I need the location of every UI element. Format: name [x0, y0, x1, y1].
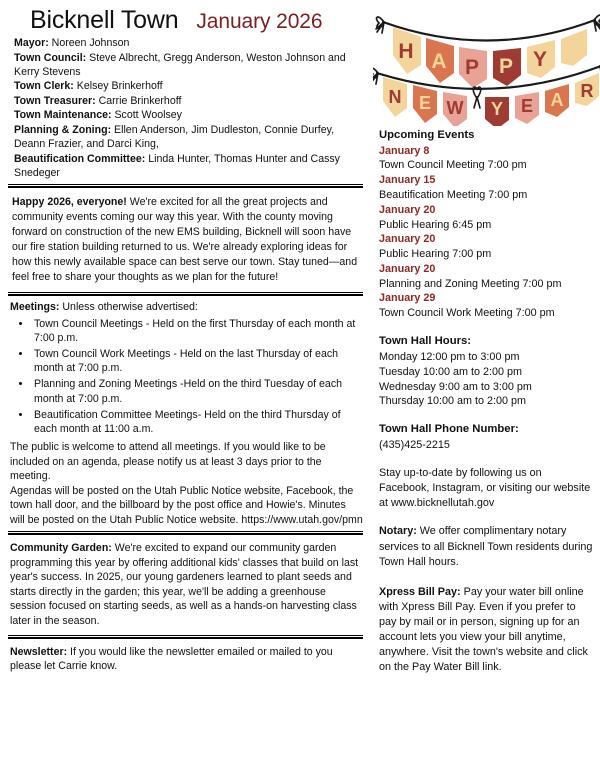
upcoming-events-list	[379, 144, 594, 321]
official-row	[14, 108, 363, 122]
svg-text:N: N	[388, 87, 402, 107]
official-value: Scott Woolsey	[111, 109, 182, 122]
event-date: January 15	[379, 174, 436, 187]
newsletter-body: If you would like the newsletter emailed or mailed to you please let Carrie know.	[10, 645, 333, 673]
official-row	[14, 51, 363, 79]
event-item	[379, 232, 594, 262]
official-value: Steve Albrecht, Gregg Anderson, Weston Johnson and Kerry Stevens	[14, 51, 346, 78]
phone-number: (435)425-2215	[379, 438, 450, 451]
official-value: Noreen Johnson	[48, 37, 130, 49]
event-item	[379, 144, 594, 174]
masthead	[8, 6, 363, 35]
event-description: Town Council Meeting 7:00 pm	[379, 159, 527, 172]
svg-text:E: E	[418, 93, 432, 113]
event-item	[379, 173, 594, 203]
svg-text:Y: Y	[532, 48, 548, 71]
meetings-label: Meetings:	[10, 301, 60, 314]
welcome-message	[8, 192, 363, 288]
event-date: January 8	[379, 144, 430, 157]
right-column	[371, 0, 600, 777]
issue-date: January 2026	[196, 10, 323, 33]
official-row	[14, 123, 363, 151]
event-date: January 20	[379, 203, 436, 216]
official-label: Town Clerk:	[14, 80, 74, 93]
event-item	[379, 291, 594, 321]
official-label: Town Council:	[14, 51, 87, 64]
xpress-bill-pay-body: Pay your water bill online with Xpress Bill Pay. Even if you prefer to pay by mail or in person, signing up for an account lets you view your bill anytime, anywhere. Visit the town's website and click on the Pay Water Bill link.	[379, 585, 588, 674]
list-item: • Town Council Meetings - Held on the first Thursday of each month at 7:00 p.m.	[32, 317, 363, 346]
hours-row: Tuesday 10:00 am to 2:00 pm	[379, 365, 523, 378]
list-item: • Beautification Committee Meetings- Held on the third Thursday of each month at 11:00 a.m.	[32, 408, 363, 437]
flag-P2	[493, 48, 521, 86]
event-date: January 29	[379, 292, 436, 305]
community-garden-label: Community Garden:	[10, 542, 112, 555]
town-hall-hours-heading: Town Hall Hours:	[379, 335, 472, 348]
svg-text:Y: Y	[490, 99, 504, 119]
phone-heading: Town Hall Phone Number:	[379, 423, 519, 436]
svg-text:P: P	[498, 55, 514, 78]
official-label: Town Maintenance:	[14, 109, 112, 122]
svg-text:W: W	[446, 98, 464, 118]
svg-text:H: H	[398, 40, 414, 63]
svg-text:R: R	[580, 81, 594, 101]
page-title: Bicknell Town	[30, 6, 179, 34]
meetings-agenda-note: Agendas will be posted on the Utah Public Notice website, Facebook, the town hall door, and the billboard by the post office and Howie's. Minutes will be posted on the Utah Public Notice website. https://www.utah.gov/pmn	[10, 484, 363, 526]
official-row	[14, 36, 363, 50]
flag-E2	[515, 92, 539, 124]
flag-N	[383, 77, 407, 117]
event-item	[379, 203, 594, 233]
xpress-bill-pay-section	[379, 585, 594, 676]
section-divider	[8, 635, 363, 639]
event-item	[379, 262, 594, 292]
meetings-heading	[10, 300, 363, 314]
welcome-lead: Happy 2026, everyone!	[12, 196, 127, 209]
banner-svg	[373, 0, 600, 126]
svg-text:E: E	[520, 96, 534, 116]
notary-section	[379, 524, 594, 569]
official-value: Kelsey Brinkerhoff	[73, 80, 163, 93]
meetings-heading-rest: Unless otherwise advertised:	[59, 301, 198, 314]
event-date: January 20	[379, 233, 436, 246]
official-label: Mayor:	[14, 37, 49, 49]
flag-Y2	[485, 97, 509, 126]
svg-text:A: A	[550, 90, 564, 110]
meetings-attendance-note: The public is welcome to attend all meetings. If you would like to be included on an agenda, please notify us at least 3 days prior to the meeting.	[10, 441, 326, 483]
notary-label: Notary:	[379, 525, 417, 538]
meetings-list	[8, 317, 363, 438]
list-item: • Planning and Zoning Meetings -Held on the third Tuesday of each month at 7:00 p.m.	[32, 377, 363, 406]
event-description: Public Hearing 7:00 pm	[379, 248, 492, 261]
community-garden-section	[10, 541, 363, 629]
list-item: • Town Council Work Meetings - Held on the last Thursday of each month at 7:00 p.m.	[32, 347, 363, 376]
flag-H	[393, 27, 421, 74]
official-value: Linda Hunter, Thomas Hunter and Cassy Snedeger	[14, 152, 340, 179]
event-description: Planning and Zoning Meeting 7:00 pm	[379, 277, 562, 290]
event-description: Town Council Work Meeting 7:00 pm	[379, 307, 555, 320]
hours-row: Monday 12:00 pm to 3:00 pm	[379, 350, 520, 363]
svg-text:A: A	[431, 50, 447, 73]
official-label: Planning & Zoning:	[14, 123, 112, 136]
flag-A	[426, 38, 454, 83]
official-label: Town Treasurer:	[14, 94, 96, 107]
event-description: Beautification Meeting 7:00 pm	[379, 189, 528, 202]
upcoming-events-heading: Upcoming Events	[379, 129, 475, 141]
xpress-bill-pay-label: Xpress Bill Pay:	[379, 585, 461, 598]
flag-R	[575, 73, 599, 106]
flag-W	[443, 92, 467, 126]
happy-new-year-banner-icon	[373, 0, 594, 126]
flag-A2	[545, 84, 569, 117]
welcome-body: We're excited for all the great projects and community events coming our way this year. With the county moving forward on construction of the new EMS building, Bicknell will soon have our fire station building returned to us. We're already exploring ideas for how this newly available space can best serve our town. Stay tuned—and feel free to share your thoughts as we plan for the future!	[12, 196, 358, 284]
hours-row: Wednesday 9:00 am to 3:00 pm	[379, 380, 532, 393]
official-row	[14, 152, 363, 180]
social-media-note: Stay up-to-date by following us on Facebook, Instagram, or visiting our website at www.bicknellutah.gov	[379, 467, 591, 510]
official-row	[14, 79, 363, 93]
town-officials-list	[8, 36, 363, 180]
flag-P1	[459, 47, 487, 88]
event-date: January 20	[379, 262, 436, 275]
newsletter-label: Newsletter:	[10, 645, 68, 658]
section-divider	[8, 184, 363, 188]
section-divider	[8, 531, 363, 535]
event-description: Public Hearing 6:45 pm	[379, 218, 492, 231]
notary-body: We offer complimentary notary services to all Bicknell Town residents during Town Hall hours.	[379, 525, 593, 568]
official-label: Beautification Committee:	[14, 152, 146, 165]
community-garden-body: We're excited to expand our community garden programming this year by offering additional kids' classes that build on last year's success. In 2025, our young gardeners learned to plant seeds and starts directly in the garden; this year, we'll be adding a greenhouse session focused on starting seeds, as well as a hands-on harvesting class later in the season.	[10, 542, 359, 628]
official-value: Carrie Brinkerhoff	[95, 94, 182, 107]
official-row	[14, 94, 363, 108]
flag-E1	[413, 85, 437, 123]
official-value: Ellen Anderson, Jim Dudleston, Connie Durfey, Deann Frazier, and Darci King,	[14, 123, 335, 151]
svg-text:P: P	[464, 56, 480, 79]
hours-row: Thursday 10:00 am to 2:00 pm	[379, 395, 527, 408]
section-divider	[8, 292, 363, 296]
newsletter-section	[10, 645, 363, 674]
flag-Y1	[527, 40, 555, 78]
flag-top-end	[561, 29, 587, 66]
town-hall-hours-list	[379, 350, 594, 410]
